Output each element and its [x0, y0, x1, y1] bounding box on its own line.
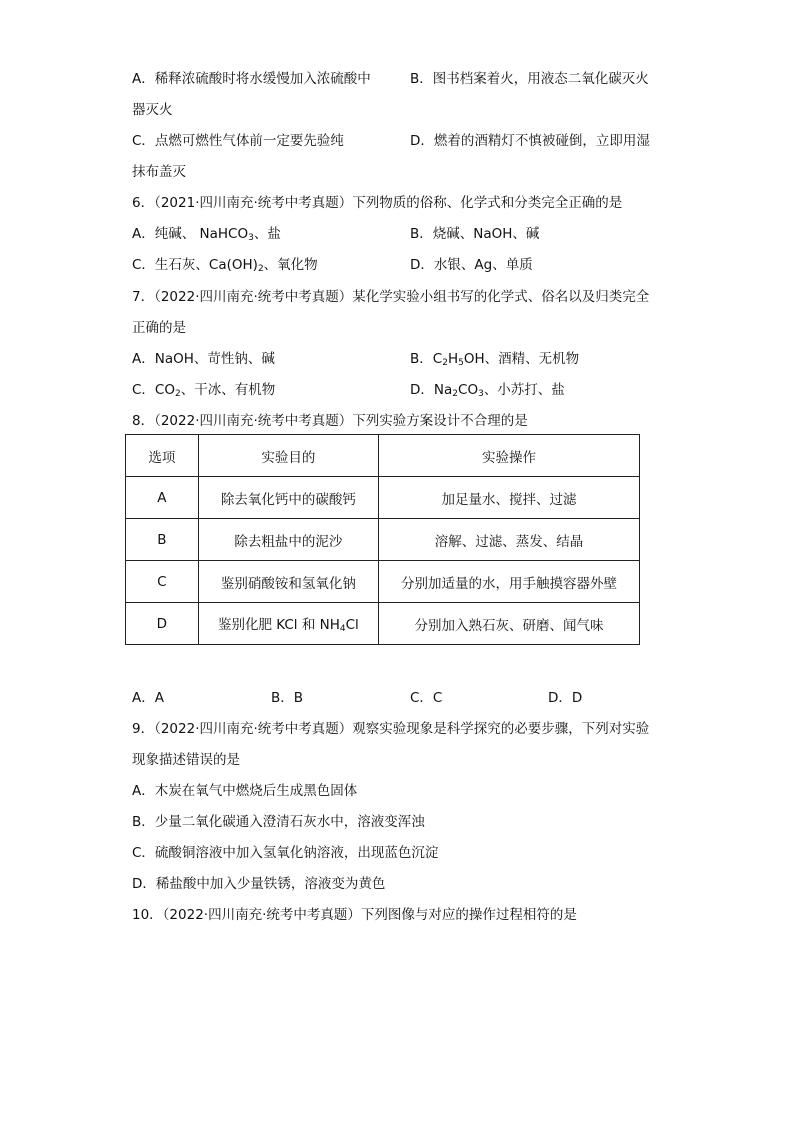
table-header-cell: 实验目的	[198, 435, 378, 477]
q7-option-a: A．NaOH、苛性钠、碱	[132, 351, 275, 367]
q7-option-b: B．$C_2H_5OH$、酒精、无机物	[410, 351, 580, 368]
q7-stem: 7．（2022·四川南充·统考中考真题）某化学实验小组书写的化学式、俗名以及归类完全	[132, 289, 650, 305]
q9-option-a: A．木炭在氧气中燃烧后生成黑色固体	[132, 783, 358, 799]
table-cell: 分别加入熟石灰、研磨、闻气味	[379, 603, 640, 645]
q9-option-d: D．稀盐酸中加入少量铁锈，溶液变为黄色	[132, 876, 386, 892]
table-cell: D	[126, 603, 199, 645]
table-header-row	[126, 435, 640, 477]
q6-stem: 6．（2021·四川南充·统考中考真题）下列物质的俗称、化学式和分类完全正确的是	[132, 195, 623, 211]
q7-option-d: D．$Na_2CO_3$、小苏打、盐	[410, 382, 565, 399]
q8-answer-b: B．B	[271, 690, 304, 706]
table-cell: C	[126, 561, 199, 603]
table-cell: A	[126, 477, 199, 519]
q9-option-b: B．少量二氧化碳通入澄清石灰水中，溶液变浑浊	[132, 814, 425, 830]
table-cell: 加足量水、搅拌、过滤	[379, 477, 640, 519]
table-header-cell: 实验操作	[379, 435, 640, 477]
q9-stem: 9．（2022·四川南充·统考中考真题）观察实验现象是科学探究的必要步骤，下列对实验	[132, 721, 650, 737]
q8-stem: 8．（2022·四川南充·统考中考真题）下列实验方案设计不合理的是	[132, 413, 528, 429]
q6-option-a: A．纯碱、 NaHCO$_3$、盐	[132, 226, 281, 243]
q8-answer-d: D．D	[548, 690, 583, 706]
table-cell: 分别加适量的水，用手触摸容器外壁	[379, 561, 640, 603]
table-cell: 鉴别化肥 KCl 和 $NH_4Cl$	[198, 603, 378, 645]
q7-option-c: C．$CO_2$、干冰、有机物	[132, 382, 276, 399]
q8-table	[125, 434, 640, 645]
table-cell: 除去粗盐中的泥沙	[198, 519, 378, 561]
table-cell: B	[126, 519, 199, 561]
q5-option-d: D．燃着的酒精灯不慎被碰倒，立即用湿	[410, 133, 650, 149]
q7-stem-cont: 正确的是	[132, 320, 186, 336]
table-cell: 溶解、过滤、蒸发、结晶	[379, 519, 640, 561]
table-cell: 除去氧化钙中的碳酸钙	[198, 477, 378, 519]
q9-option-c: C．硫酸铜溶液中加入氢氧化钠溶液，出现蓝色沉淀	[132, 845, 439, 861]
q8-answer-a: A．A	[132, 690, 164, 706]
q5-option-d-cont: 抹布盖灭	[132, 164, 186, 180]
q6-option-c: C．生石灰、$Ca(OH)_2$、氧化物	[132, 257, 318, 274]
q6-option-d: D．水银、Ag、单质	[410, 257, 533, 273]
q5-option-a: A．稀释浓硫酸时将水缓慢加入浓硫酸中	[132, 71, 371, 87]
q8-answer-c: C．C	[410, 690, 443, 706]
table-row	[126, 603, 640, 645]
table-row	[126, 477, 640, 519]
q9-stem-cont: 现象描述错误的是	[132, 752, 240, 768]
table-row	[126, 519, 640, 561]
table-cell: 鉴别硝酸铵和氢氧化钠	[198, 561, 378, 603]
q5-option-c: C．点燃可燃性气体前一定要先验纯	[132, 133, 344, 149]
q5-option-a-cont: 器灭火	[132, 102, 173, 118]
q5-option-b: B．图书档案着火，用液态二氧化碳灭火	[410, 71, 649, 87]
table-header-cell: 选项	[126, 435, 199, 477]
q6-option-b: B．烧碱、NaOH、碱	[410, 226, 540, 242]
table-row	[126, 561, 640, 603]
q10-stem: 10．（2022·四川南充·统考中考真题）下列图像与对应的操作过程相符的是	[132, 907, 577, 923]
